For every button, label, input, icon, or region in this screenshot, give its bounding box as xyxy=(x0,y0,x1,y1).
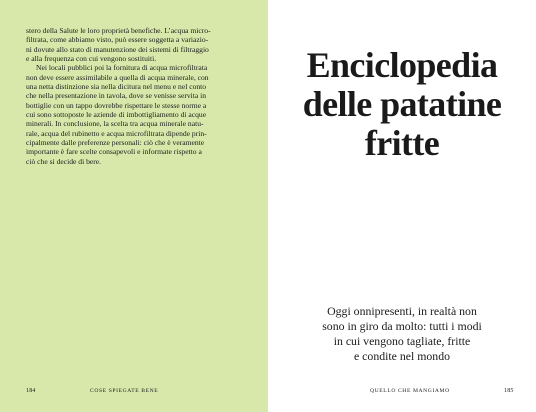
page-number-right: 185 xyxy=(504,388,514,394)
paragraph-continued: stero della Salute le loro proprietà benefiche. L’acqua micro- filtrata, come abbiamo visto, può essere soggetta a variazio- ni dovute allo stato di manutenzione dei sistemi di filtraggio e alla frequenza con cui vengono sostituiti. xyxy=(26,26,211,64)
chapter-title: Enciclopedia delle patatine fritte xyxy=(302,45,502,164)
page-number-left: 184 xyxy=(26,388,36,394)
body-text xyxy=(26,26,251,166)
right-page xyxy=(268,0,536,412)
running-head-left: COSE SPIEGATE BENE xyxy=(90,388,159,394)
running-head-right: QUELLO CHE MANGIAMO xyxy=(370,388,450,394)
chapter-subtitle: Oggi onnipresenti, in realtà non sono in giro da molto: tutti i modi in cui vengono tagliate, fritte e condite nel mondo xyxy=(322,304,482,363)
paragraph: Nei locali pubblici poi la fornitura di acqua microfiltrata non deve essere assimilabile a quella di acqua minerale, con una netta distinzione sia nella dicitura nel menu e nel conto che nella presentazione in tavola, dove se venisse servita in bottiglie con un tappo dovrebbe rispettare le stesse norme a cui sono sottoposte le aziende di imbottigliamento di acque minerali. In conclusione, la scelta tra acqua minerale natu- rale, acqua del rubinetto e acqua microfiltrata dipende prin- cipalmente dalle preferenze personali: ciò che è veramente importante è fare scelte consapevoli e informate rispetto a ciò che si decide di bere. xyxy=(26,63,209,166)
